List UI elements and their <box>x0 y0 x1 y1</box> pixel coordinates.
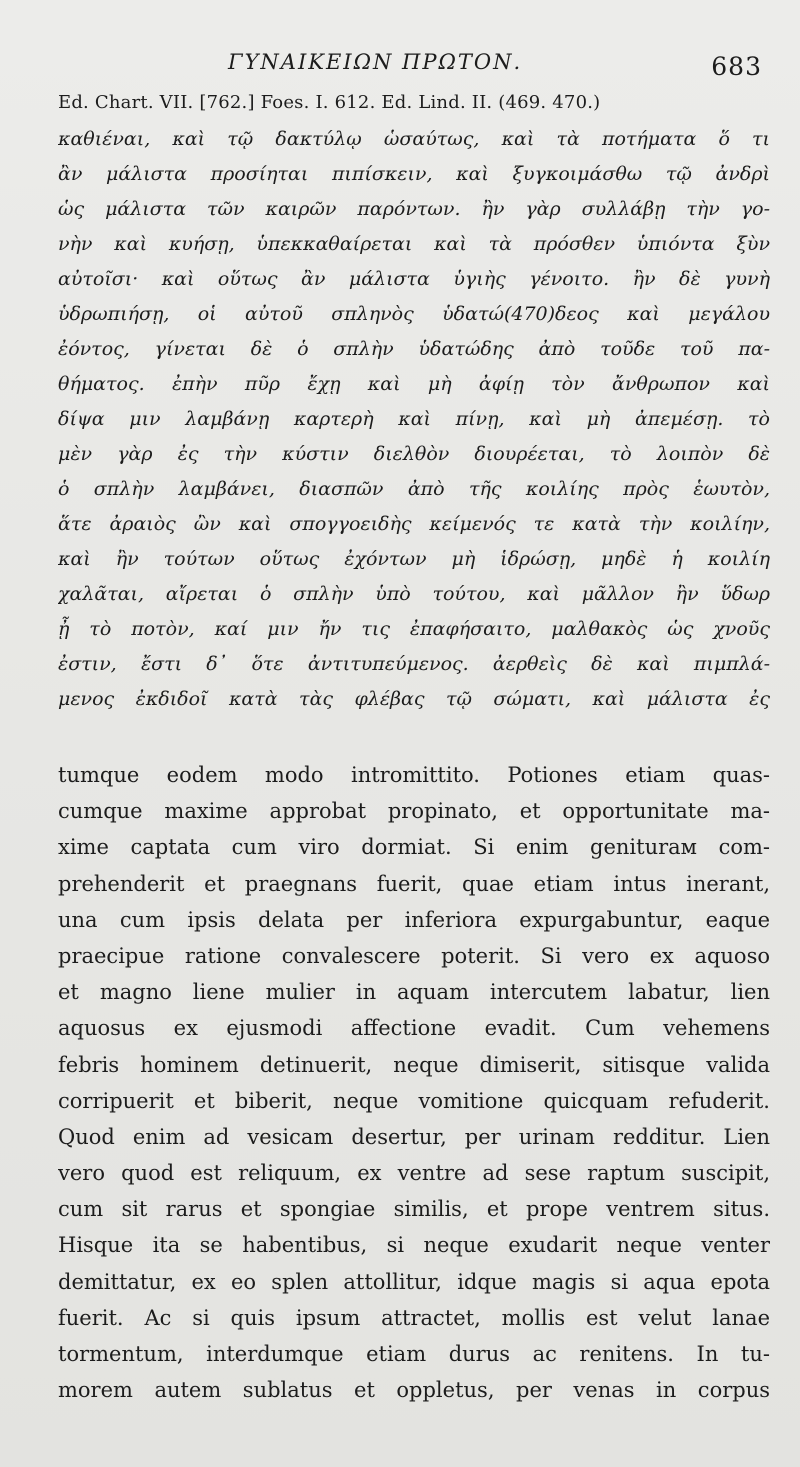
latin-text-line: vero quod est reliquum, ex ventre ad sese raptum suscipit, <box>58 1161 770 1186</box>
greek-text-line: θήματος. ἐπὴν πῦρ ἔχῃ καὶ μὴ ἀφίῃ τὸν ἄνθρωπον καὶ <box>58 373 770 395</box>
greek-text-line: ἐστιν, ἔστι δ᾽ ὅτε ἀντιτυπεύμενος. ἀερθεὶς δὲ καὶ πιμπλά- <box>58 653 770 675</box>
latin-text-line: cumque maxime approbat propinato, et opportunitate ma- <box>58 799 770 824</box>
latin-text-line: prehenderit et praegnans fuerit, quae etiam intus inerant, <box>58 871 770 896</box>
latin-text-line: Hisque ita se habentibus, si neque exudarit neque venter <box>58 1233 770 1258</box>
running-title: ΓΥΝΑΙΚΕΙΩΝ ΠΡΩΤΟΝ. <box>228 50 523 74</box>
greek-text-line: ἂν μάλιστα προσίηται πιπίσκειν, καὶ ξυγκοιμάσθω τῷ ἀνδρὶ <box>58 163 770 185</box>
latin-text-line: et magno liene mulier in aquam intercutem labatur, lien <box>58 980 770 1005</box>
latin-translation-block <box>58 757 770 1408</box>
latin-text-line: aquosus ex ejusmodi affectione evadit. Cum vehemens <box>58 1016 770 1041</box>
greek-text-line: μὲν γὰρ ἐς τὴν κύστιν διελθὸν διουρέεται, τὸ λοιπὸν δὲ <box>58 443 770 465</box>
latin-text-line: praecipue ratione convalescere poterit. Si vero ex aquoso <box>58 943 770 968</box>
greek-text-line: καὶ ἢν τούτων οὕτως ἐχόντων μὴ ἱδρώσῃ, μηδὲ ἡ κοιλίη <box>58 548 770 570</box>
running-head <box>0 50 800 90</box>
greek-text-line: αὐτοῖσι· καὶ οὕτως ἂν μάλιστα ὑγιὴς γένοιτο. ἢν δὲ γυνὴ <box>58 268 770 290</box>
greek-text-line: νὴν καὶ κυήσῃ, ὑπεκκαθαίρεται καὶ τὰ πρόσθεν ὑπιόντα ξὺν <box>58 233 770 255</box>
greek-text-line: ᾖ τὸ ποτὸν, καί μιν ἤν τις ἐπαφήσαιτο, μαλθακὸς ὡς χνοῦς <box>58 618 770 640</box>
greek-text-line: ὁ σπλὴν λαμβάνει, διασπῶν ἀπὸ τῆς κοιλίης πρὸς ἑωυτὸν, <box>58 478 770 500</box>
latin-text-line: Quod enim ad vesicam desertur, per urinam redditur. Lien <box>58 1124 770 1149</box>
latin-text-line: una cum ipsis delata per inferiora expurgabuntur, eaque <box>58 907 770 932</box>
greek-text-line: δίψα μιν λαμβάνῃ καρτερὴ καὶ πίνῃ, καὶ μὴ ἀπεμέσῃ. τὸ <box>58 408 770 430</box>
greek-text-line: ἐόντος, γίνεται δὲ ὁ σπλὴν ὑδατώδης ἀπὸ τοῦδε τοῦ πα- <box>58 338 770 360</box>
latin-text-line: corripuerit et biberit, neque vomitione quicquam refuderit. <box>58 1088 770 1113</box>
latin-text-line: tumque eodem modo intromittito. Potiones etiam quas- <box>58 763 770 787</box>
latin-text-line: cum sit rarus et spongiae similis, et prope ventrem situs. <box>58 1197 770 1222</box>
greek-text-line: ἅτε ἀραιὸς ὢν καὶ σπογγοειδὴς κείμενός τε κατὰ τὴν κοιλίην, <box>58 513 770 535</box>
latin-text-line: xime captata cum viro dormiat. Si enim geniturам com- <box>58 835 770 860</box>
latin-text-line: tormentum, interdumque etiam durus ac renitens. In tu- <box>58 1342 770 1366</box>
edition-reference-line: Ed. Chart. VII. [762.] Foes. I. 612. Ed. Lind. II. (469. 470.) <box>58 92 601 113</box>
greek-text-line: χαλᾶται, αἴρεται ὁ σπλὴν ὑπὸ τούτου, καὶ μᾶλλον ἢν ὕδωρ <box>58 583 770 605</box>
latin-text-line: morem autem sublatus et oppletus, per venas in corpus <box>58 1378 770 1403</box>
greek-text-line: ὡς μάλιστα τῶν καιρῶν παρόντων. ἢν γὰρ συλλάβῃ τὴν γο- <box>58 198 770 220</box>
greek-text-line: μενος ἐκδιδοῖ κατὰ τὰς φλέβας τῷ σώματι, καὶ μάλιστα ἐς <box>58 688 770 710</box>
page-number: 683 <box>711 52 762 81</box>
greek-text-line: καθιέναι, καὶ τῷ δακτύλῳ ὡσαύτως, καὶ τὰ ποτήματα ὅ τι <box>58 128 770 150</box>
latin-text-line: demittatur, ex eo splen attollitur, idque magis si aqua epota <box>58 1269 770 1294</box>
latin-text-line: febris hominem detinuerit, neque dimiserit, sitisque valida <box>58 1052 770 1077</box>
greek-text-line: ὑδρωπιήσῃ, οἱ αὐτοῦ σπληνὸς ὑδατώ(470)δεος καὶ μεγάλου <box>58 303 770 325</box>
latin-text-line: fuerit. Ac si quis ipsum attractet, mollis est velut lanae <box>58 1305 770 1330</box>
greek-text-block <box>58 122 770 717</box>
